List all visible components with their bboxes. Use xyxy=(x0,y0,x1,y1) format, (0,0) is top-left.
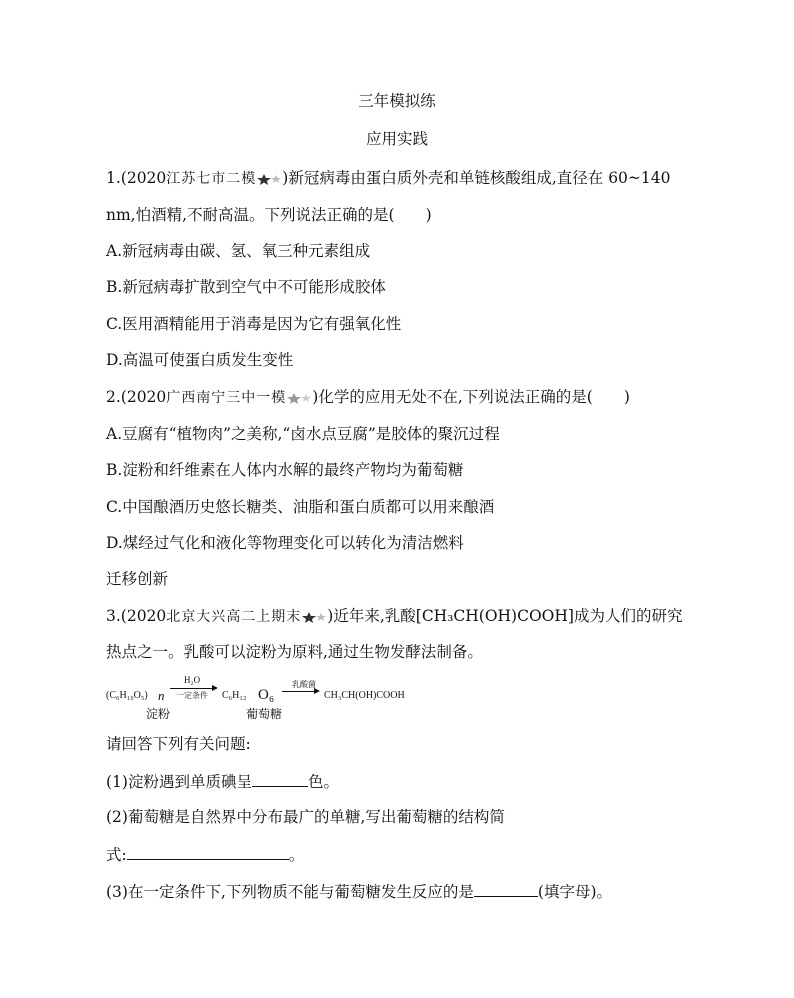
subquestion-3 xyxy=(106,881,612,902)
answer-blank-1[interactable] xyxy=(252,771,308,787)
answer-blank-3[interactable] xyxy=(474,881,538,897)
lactic-acid-formula: CH₃CH(OH)COOH xyxy=(324,690,405,701)
glucose-formula-b: O₆ xyxy=(258,687,275,703)
option-c: C.医用酒精能用于消毒是因为它有强氧化性 xyxy=(106,315,402,333)
glucose-label: 葡萄糖 xyxy=(246,707,283,721)
question-2-line-1 xyxy=(106,387,630,408)
option-b: B.新冠病毒扩散到空气中不可能形成胶体 xyxy=(106,278,386,296)
reaction-arrow-2 xyxy=(282,691,318,692)
option-d: D.煤经过气化和液化等物理变化可以转化为清洁燃料 xyxy=(106,534,464,552)
question-text: )近年来,乳酸[CH₃CH(OH)COOH]成为人们的研究 xyxy=(327,607,683,625)
subquestion-1-text: (1)淀粉遇到单质碘呈 xyxy=(106,773,252,791)
difficulty-star-icon xyxy=(286,392,312,404)
question-3-line-1 xyxy=(106,606,682,627)
question-1-line-2: nm,怕酒精,不耐高温。下列说法正确的是( ) xyxy=(106,206,432,224)
option-a: A.新冠病毒由碳、氢、氧三种元素组成 xyxy=(106,242,371,260)
condition-top: H₂O xyxy=(184,675,201,685)
subquestion-2-line-1: (2)葡萄糖是自然界中分布最广的单糖,写出葡萄糖的结构简 xyxy=(106,808,505,826)
question-number: 3.(2020 xyxy=(106,607,167,625)
option-d: D.高温可使蛋白质发生变性 xyxy=(106,351,294,369)
question-text: )新冠病毒由蛋白质外壳和单链核酸组成,直径在 60~140 xyxy=(282,169,671,187)
subquestion-3-suffix: (填字母)。 xyxy=(537,883,612,901)
option-b: B.淀粉和纤维素在人体内水解的最终产物均为葡萄糖 xyxy=(106,461,464,479)
starch-formula: (C₆H₁₀O₅) xyxy=(106,690,148,701)
question-number: 1.(2020 xyxy=(106,169,167,187)
question-number: 2.(2020 xyxy=(106,388,167,406)
starch-n: n xyxy=(158,688,165,703)
option-a: A.豆腐有“植物肉”之美称,“卤水点豆腐”是胶体的聚沉过程 xyxy=(106,425,500,443)
subquestion-3-text: (3)在一定条件下,下列物质不能与葡萄糖发生反应的是 xyxy=(106,883,474,901)
subquestion-2-line-2 xyxy=(106,844,304,865)
reaction-arrow-1 xyxy=(170,688,216,689)
page-title: 三年模拟练 xyxy=(358,92,436,110)
answer-blank-2[interactable] xyxy=(127,844,289,860)
section-heading-practice: 应用实践 xyxy=(365,130,428,148)
question-1-line-1 xyxy=(106,168,671,189)
reaction-equation xyxy=(106,675,466,725)
subquestion-2-prefix: 式: xyxy=(106,846,127,864)
question-source: 广西南宁三中一模 xyxy=(166,390,287,406)
question-3-prompt: 请回答下列有关问题: xyxy=(106,735,251,753)
subquestion-1-suffix: 色。 xyxy=(307,773,339,791)
condition-bottom: 一定条件 xyxy=(176,691,208,700)
question-source: 江苏七市二模 xyxy=(166,171,257,187)
option-c: C.中国酿酒历史悠长糖类、油脂和蛋白质都可以用来酿酒 xyxy=(106,498,495,516)
question-3-line-2: 热点之一。乳酸可以淀粉为原料,通过生物发酵法制备。 xyxy=(106,643,483,661)
difficulty-star-icon xyxy=(301,611,327,623)
starch-label: 淀粉 xyxy=(146,707,171,721)
question-text: )化学的应用无处不在,下列说法正确的是( ) xyxy=(312,388,630,406)
subquestion-2-suffix: 。 xyxy=(288,846,305,864)
question-source: 北京大兴高二上期末 xyxy=(166,609,302,625)
section-heading-innovation: 迁移创新 xyxy=(106,570,169,588)
subquestion-1 xyxy=(106,771,339,792)
enzyme-label: 乳酸菌 xyxy=(292,680,316,689)
glucose-formula-a: C₆H₁₂ xyxy=(222,690,247,701)
difficulty-star-icon xyxy=(256,173,282,185)
